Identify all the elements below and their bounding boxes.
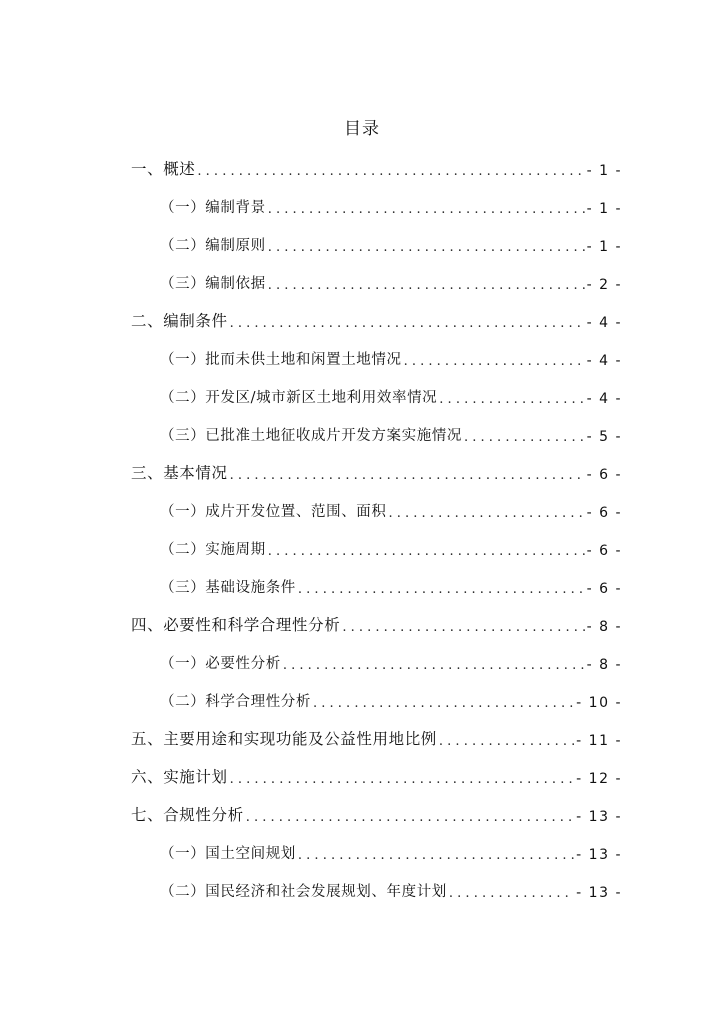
dot-leader bbox=[268, 240, 585, 261]
dot-leader bbox=[197, 164, 584, 185]
toc-entry-page: - 13 - bbox=[576, 885, 622, 901]
toc-entry-label: （二）科学合理性分析 bbox=[160, 694, 311, 710]
toc-entry-unused-land[interactable] bbox=[131, 337, 622, 375]
toc-entry-conditions[interactable] bbox=[131, 299, 622, 337]
toc-entry-page: - 6 - bbox=[586, 543, 622, 559]
toc-entry-page: - 1 - bbox=[586, 201, 622, 217]
toc-entry-location[interactable] bbox=[131, 489, 622, 527]
toc-entry-page: - 6 - bbox=[586, 581, 622, 597]
dot-leader bbox=[342, 620, 584, 641]
toc-entry-main-uses[interactable] bbox=[131, 717, 622, 755]
toc-entry-page: - 8 - bbox=[586, 657, 622, 673]
toc-entry-label: （一）必要性分析 bbox=[160, 656, 281, 672]
dot-leader bbox=[439, 392, 584, 413]
toc-entry-label: （一）编制背景 bbox=[160, 200, 266, 216]
toc-entry-page: - 1 - bbox=[586, 239, 622, 255]
toc-entry-background[interactable] bbox=[131, 185, 622, 223]
toc-entry-label: 二、编制条件 bbox=[131, 312, 228, 330]
toc-entry-page: - 8 - bbox=[586, 619, 622, 635]
dot-leader bbox=[313, 696, 574, 717]
toc-entry-label: 三、基本情况 bbox=[131, 464, 228, 482]
toc-entry-label: （一）批而未供土地和闲置土地情况 bbox=[160, 352, 402, 368]
toc-entry-implementation-plan[interactable] bbox=[131, 755, 622, 793]
toc-entry-label: （三）编制依据 bbox=[160, 276, 266, 292]
toc-entry-necessity-analysis[interactable] bbox=[131, 603, 622, 641]
toc-entry-overview[interactable] bbox=[131, 147, 622, 185]
toc-entry-label: 一、概述 bbox=[131, 160, 196, 178]
toc-entry-label: （二）实施周期 bbox=[160, 542, 266, 558]
toc-entry-compliance[interactable] bbox=[131, 793, 622, 831]
toc-entry-label: （一）国土空间规划 bbox=[160, 846, 296, 862]
toc-entry-page: - 12 - bbox=[576, 771, 622, 787]
toc-entry-label: 四、必要性和科学合理性分析 bbox=[131, 616, 341, 634]
toc-entry-page: - 13 - bbox=[576, 847, 622, 863]
toc-entry-label: 七、合规性分析 bbox=[131, 806, 244, 824]
toc-entry-approved-plans[interactable] bbox=[131, 413, 622, 451]
toc-entry-page: - 6 - bbox=[586, 505, 622, 521]
toc-entry-page: - 4 - bbox=[586, 353, 622, 369]
toc-entry-label: （一）成片开发位置、范围、面积 bbox=[160, 504, 387, 520]
dot-leader bbox=[389, 506, 585, 527]
dot-leader bbox=[268, 278, 585, 299]
toc-entry-label: （二）编制原则 bbox=[160, 238, 266, 254]
toc-entry-economic-plan[interactable] bbox=[131, 869, 622, 907]
toc-entry-rationality[interactable] bbox=[131, 679, 622, 717]
dot-leader bbox=[464, 430, 585, 451]
toc-list bbox=[131, 147, 622, 907]
toc-entry-period[interactable] bbox=[131, 527, 622, 565]
toc-entry-label: （三）已批准土地征收成片开发方案实施情况 bbox=[160, 428, 462, 444]
dot-leader bbox=[298, 582, 585, 603]
dot-leader bbox=[404, 354, 585, 375]
toc-entry-label: 六、实施计划 bbox=[131, 768, 228, 786]
dot-leader bbox=[298, 848, 574, 869]
dot-leader bbox=[439, 734, 574, 755]
toc-entry-spatial-planning[interactable] bbox=[131, 831, 622, 869]
toc-entry-necessity[interactable] bbox=[131, 641, 622, 679]
toc-entry-page: - 4 - bbox=[586, 315, 622, 331]
dot-leader bbox=[449, 886, 574, 907]
toc-entry-principles[interactable] bbox=[131, 223, 622, 261]
dot-leader bbox=[230, 316, 585, 337]
toc-title: 目录 bbox=[344, 119, 380, 139]
dot-leader bbox=[230, 772, 575, 793]
toc-entry-page: - 5 - bbox=[586, 429, 622, 445]
toc-entry-basis[interactable] bbox=[131, 261, 622, 299]
dot-leader bbox=[283, 658, 585, 679]
toc-entry-page: - 6 - bbox=[586, 467, 622, 483]
toc-entry-land-efficiency[interactable] bbox=[131, 375, 622, 413]
toc-entry-page: - 13 - bbox=[576, 809, 622, 825]
toc-entry-label: （二）国民经济和社会发展规划、年度计划 bbox=[160, 884, 447, 900]
dot-leader bbox=[268, 202, 585, 223]
toc-entry-page: - 11 - bbox=[576, 733, 622, 749]
toc-entry-page: - 4 - bbox=[586, 391, 622, 407]
dot-leader bbox=[268, 544, 585, 565]
toc-entry-page: - 2 - bbox=[586, 277, 622, 293]
dot-leader bbox=[230, 468, 585, 489]
toc-entry-label: （二）开发区/城市新区土地利用效率情况 bbox=[160, 390, 438, 406]
dot-leader bbox=[246, 810, 574, 831]
toc-entry-label: 五、主要用途和实现功能及公益性用地比例 bbox=[131, 730, 437, 748]
toc-entry-label: （三）基础设施条件 bbox=[160, 580, 296, 596]
toc-entry-basic-info[interactable] bbox=[131, 451, 622, 489]
toc-entry-page: - 10 - bbox=[576, 695, 622, 711]
toc-entry-infrastructure[interactable] bbox=[131, 565, 622, 603]
toc-entry-page: - 1 - bbox=[586, 163, 622, 179]
